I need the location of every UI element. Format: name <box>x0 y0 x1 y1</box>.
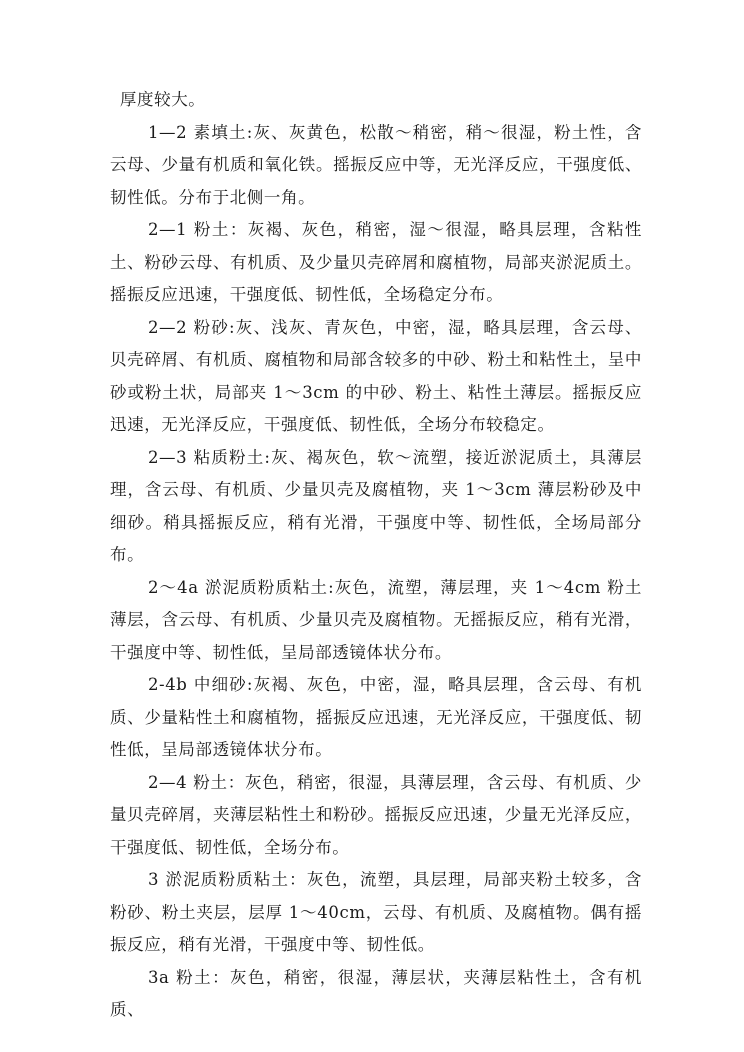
paragraph-6: 2～4a 淤泥质粉质粘土:灰色，流塑，薄层理，夹 1～4cm 粉土薄层，含云母、有机质、少量贝壳及腐植物。无摇振反应，稍有光滑，干强度中等、韧性低，呈局部透镜体状分布。 <box>110 577 642 662</box>
document-body <box>110 84 642 1027</box>
paragraph-2: 1—2 素填土:灰、灰黄色，松散～稍密，稍～很湿，粉土性，含云母、少量有机质和氧化铁。摇振反应中等，无光泽反应，干强度低、韧性低。分布于北侧一角。 <box>110 122 642 207</box>
paragraph-1: 厚度较大。 <box>119 90 206 109</box>
paragraph-10: 3a 粉土：灰色，稍密，很湿，薄层状，夹薄层粘性土，含有机质、 <box>110 967 642 1019</box>
paragraph-7: 2-4b 中细砂:灰褐、灰色，中密，湿，略具层理，含云母、有机质、少量粘性土和腐植物，摇振反应迅速，无光泽反应，干强度低、韧性低，呈局部透镜体状分布。 <box>110 675 642 759</box>
paragraph-3: 2—1 粉土：灰褐、灰色，稍密，湿～很湿，略具层理，含粘性土、粉砂云母、有机质、及少量贝壳碎屑和腐植物，局部夹淤泥质土。摇振反应迅速，干强度低、韧性低，全场稳定分布。 <box>110 220 642 304</box>
paragraph-4: 2—2 粉砂:灰、浅灰、青灰色，中密，湿，略具层理，含云母、贝壳碎屑、有机质、腐植物和局部含较多的中砂、粉土和粘性土，呈中砂或粉土状，局部夹 1～3cm 的中砂、粉土、粘性土薄层。摇振反应迅速，无光泽反应，干强度低、韧性低，全场分布较稳定。 <box>110 317 642 434</box>
paragraph-5: 2—3 粘质粉土:灰、褐灰色，软～流塑，接近淤泥质土，具薄层理，含云母、有机质、少量贝壳及腐植物，夹 1～3cm 薄层粉砂及中细砂。稍具摇振反应，稍有光滑，干强度中等、韧性低，全场局部分布。 <box>110 447 642 564</box>
paragraph-9: 3 淤泥质粉质粘土：灰色，流塑，具层理，局部夹粉土较多，含粉砂、粉土夹层，层厚 1～40cm，云母、有机质、及腐植物。偶有摇振反应，稍有光滑，干强度中等、韧性低。 <box>110 870 642 954</box>
paragraph-8: 2—4 粉土：灰色，稍密，很湿，具薄层理，含云母、有机质、少量贝壳碎屑，夹薄层粘性土和粉砂。摇振反应迅速，少量无光泽反应，干强度低、韧性低，全场分布。 <box>110 772 642 857</box>
